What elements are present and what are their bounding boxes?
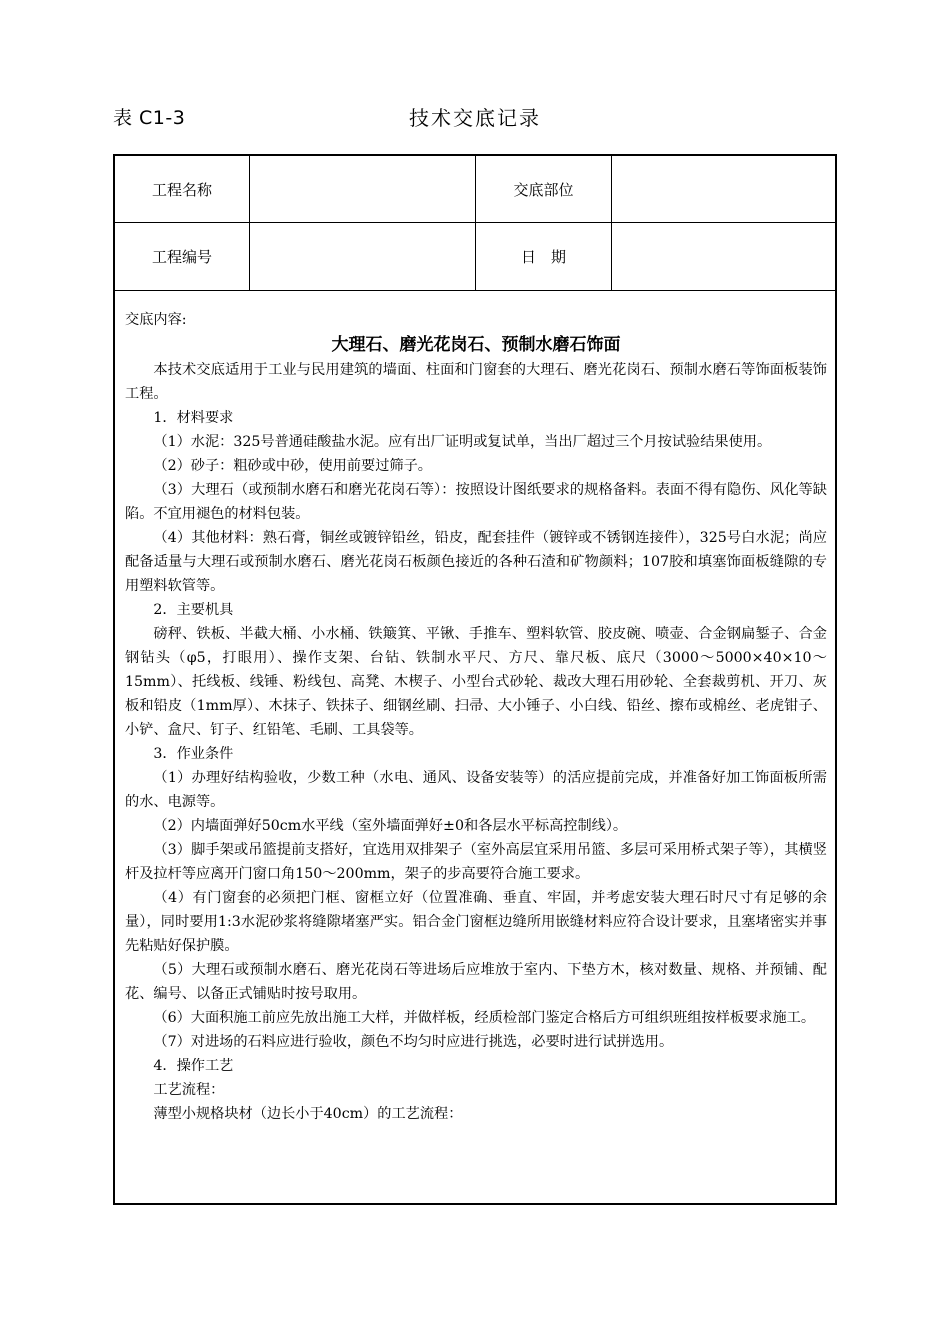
record-form (113, 154, 837, 1205)
tools-paragraph: 磅秤、铁板、半截大桶、小水桶、铁簸箕、平锹、手推车、塑料软管、胶皮碗、喷壶、合金钢扁錾子、合金钢钻头（φ5，打眼用）、操作支架、台钻、铁制水平尺、方尺、靠尺板、底尺（3000～5000×40×10～15mm）、托线板、线锤、粉线包、高凳、木楔子、小型台式砂轮、裁改大理石用砂轮、全套裁剪机、开刀、灰板和铅皮（1mm厚）、木抹子、铁抹子、细钢丝刷、扫帚、大小锤子、小白线、铅丝、擦布或棉丝、老虎钳子、小铲、盒尺、钉子、红铅笔、毛刷、工具袋等。 (125, 626, 827, 738)
handover-content (125, 308, 827, 1126)
project-number-label: 工程编号 (151, 248, 212, 266)
list-item: （3）脚手架或吊篮提前支搭好，宜选用双排架子（室外高层宜采用吊篮、多层可采用桥式架子等），其横竖杆及拉杆等应离开门窗口角150～200mm，架子的步高要符合施工要求。 (125, 842, 827, 882)
form-code: 表 C1-3 (113, 107, 186, 129)
project-name-field[interactable] (250, 156, 475, 222)
handover-location-label: 交底部位 (513, 180, 574, 199)
date-field[interactable] (612, 223, 835, 290)
project-number-field[interactable] (250, 223, 475, 290)
list-item: （5）大理石或预制水磨石、磨光花岗石等进场后应堆放于室内、下垫方木，核对数量、规格、并预铺、配花、编号、以备正式铺贴时按号取用。 (125, 962, 827, 1002)
list-item: （4）有门窗套的必须把门框、窗框立好（位置准确、垂直、牢固，并考虑安装大理石时尺寸有足够的余量），同时要用1:3水泥砂浆将缝隙堵塞严实。铝合金门窗框边缝所用嵌缝材料应符合设计要求，且塞堵密实并事先粘贴好保护膜。 (125, 890, 827, 954)
section-heading: 1．材料要求 (153, 410, 234, 426)
section-heading: 2．主要机具 (153, 602, 234, 618)
handover-location-field[interactable] (612, 156, 835, 222)
project-name-label: 工程名称 (151, 180, 212, 199)
list-item: （1）办理好结构验收，少数工种（水电、通风、设备安装等）的活应提前完成，并准备好加工饰面板所需的水、电源等。 (125, 770, 827, 810)
subject-heading: 大理石、磨光花岗石、预制水磨石饰面 (331, 335, 621, 355)
list-item: （1）水泥：325号普通硅酸盐水泥。应有出厂证明或复试单，当出厂超过三个月按试验结果使用。 (153, 434, 772, 450)
list-item: （2）砂子：粗砂或中砂，使用前要过筛子。 (153, 458, 432, 474)
table-divider (115, 290, 835, 291)
intro-paragraph: 本技术交底适用于工业与民用建筑的墙面、柱面和门窗套的大理石、磨光花岗石、预制水磨石等饰面板装饰工程。 (125, 362, 827, 402)
list-item: （7）对进场的石料应进行验收，颜色不均匀时应进行挑选，必要时进行试拼选用。 (153, 1034, 674, 1050)
list-item: （3）大理石（或预制水磨石和磨光花岗石等）：按照设计图纸要求的规格备料。表面不得有隐伤、风化等缺陷。不宜用褪色的材料包装。 (125, 482, 827, 522)
list-item: （2）内墙面弹好50cm水平线（室外墙面弹好±0和各层水平标高控制线）。 (153, 818, 628, 834)
content-label: 交底内容: (125, 312, 187, 328)
section-heading: 4．操作工艺 (153, 1058, 234, 1074)
flow-text: 薄型小规格块材（边长小于40cm）的工艺流程： (153, 1106, 463, 1122)
section-heading: 3．作业条件 (153, 746, 234, 762)
date-label: 日 期 (520, 248, 566, 266)
list-item: （6）大面积施工前应先放出施工大样，并做样板，经质检部门鉴定合格后方可组织班组按样板要求施工。 (153, 1010, 816, 1026)
form-title: 技术交底记录 (409, 106, 541, 130)
flow-label: 工艺流程： (153, 1082, 225, 1098)
list-item: （4）其他材料：熟石膏，铜丝或镀锌铅丝，铅皮，配套挂件（镀锌或不锈钢连接件），325号白水泥；尚应配备适量与大理石或预制水磨石、磨光花岗石板颜色接近的各种石渣和矿物颜料；107胶和填塞饰面板缝隙的专用塑料软管等。 (125, 530, 827, 594)
